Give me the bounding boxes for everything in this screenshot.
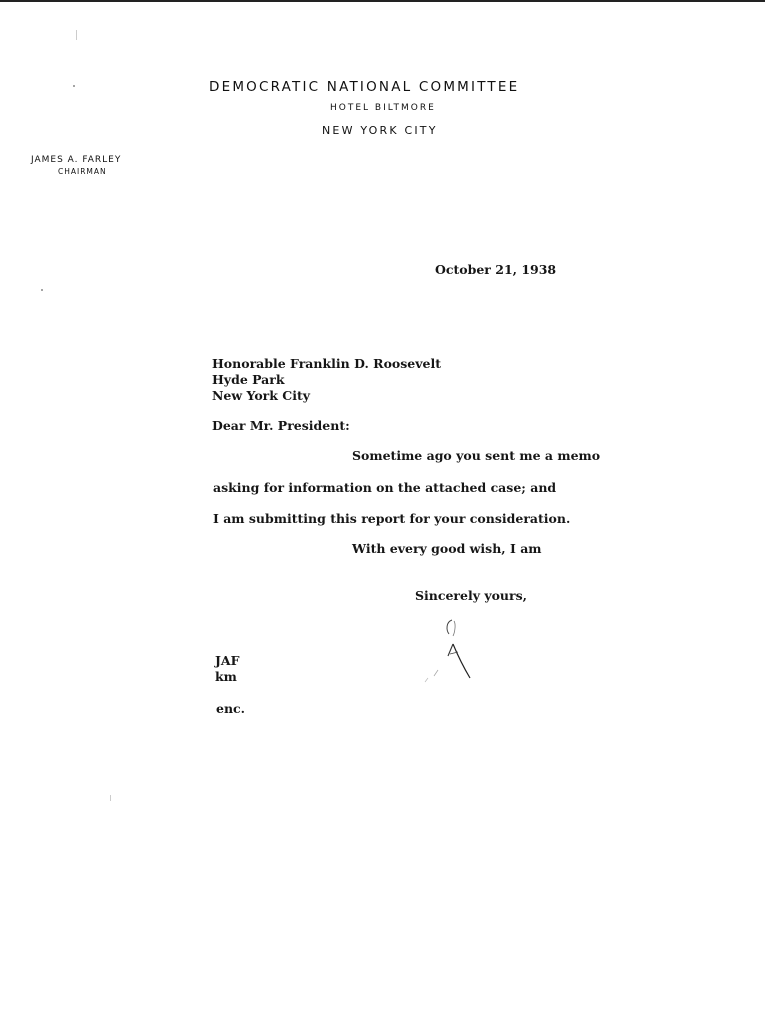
closing: Sincerely yours, bbox=[415, 588, 527, 603]
scan-speck bbox=[76, 30, 77, 40]
salutation: Dear Mr. President: bbox=[212, 418, 350, 433]
recipient-address-line: Hyde Park bbox=[212, 372, 285, 387]
scan-speck bbox=[41, 289, 43, 291]
author-initials: JAF bbox=[215, 653, 240, 668]
top-edge-rule bbox=[0, 0, 765, 2]
letterhead-organization: DEMOCRATIC NATIONAL COMMITTEE bbox=[209, 79, 520, 95]
body-line: Sometime ago you sent me a memo bbox=[352, 448, 601, 463]
recipient-city-line: New York City bbox=[212, 388, 310, 403]
recipient-name: Honorable Franklin D. Roosevelt bbox=[212, 356, 441, 371]
scan-speck bbox=[73, 85, 75, 87]
letter-date: October 21, 1938 bbox=[435, 262, 557, 277]
scan-speck bbox=[110, 795, 111, 801]
chairman-title: CHAIRMAN bbox=[58, 167, 107, 176]
body-line: I am submitting this report for your consideration. bbox=[213, 511, 571, 526]
typist-initials: km bbox=[215, 669, 237, 684]
body-line: asking for information on the attached case; and bbox=[213, 480, 557, 495]
letterhead-hotel: HOTEL BILTMORE bbox=[330, 103, 436, 113]
enclosure-notation: enc. bbox=[216, 701, 246, 716]
letterhead-city: NEW YORK CITY bbox=[322, 124, 438, 137]
body-line: With every good wish, I am bbox=[352, 541, 542, 556]
chairman-name: JAMES A. FARLEY bbox=[31, 155, 122, 165]
signature-mark bbox=[420, 612, 480, 687]
